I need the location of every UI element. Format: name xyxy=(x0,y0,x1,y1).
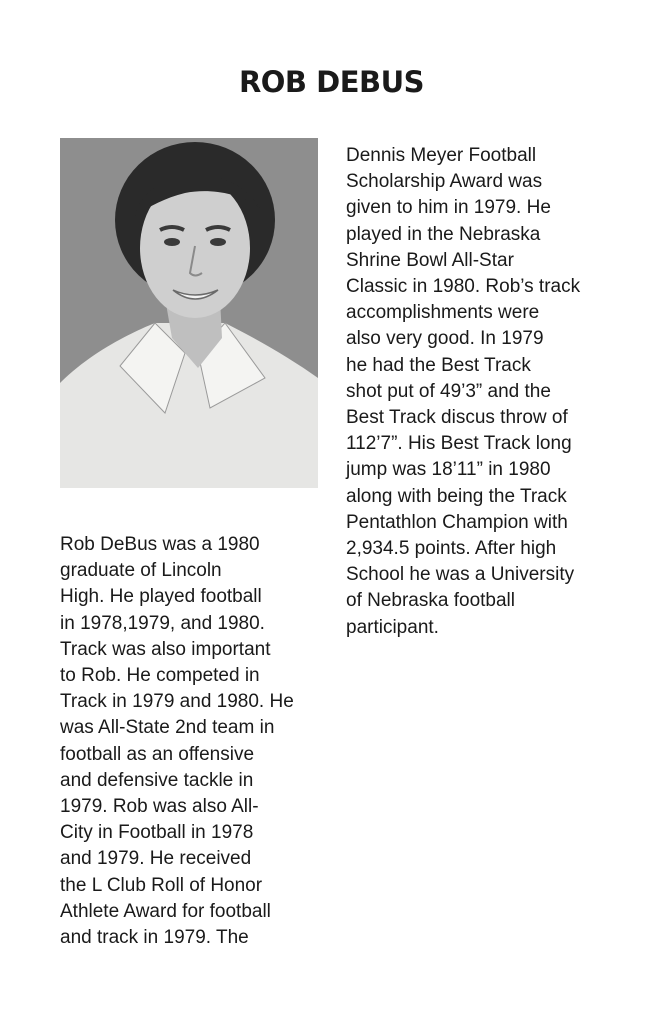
portrait-photo xyxy=(60,138,318,488)
eye-left xyxy=(164,238,180,246)
eye-right xyxy=(210,238,226,246)
biography-right-column: Dennis Meyer Football Scholarship Award was given to him in 1979. He played in the Nebraska Shrine Bowl All-Star Classic in 1980. Rob’s track accomplishments were also very good. In 1979 he had the Best Track shot put of 49’3” and the Best Track discus throw of 112’7”. His Best Track long jump was 18’11” in 1980 along with being the Track Pentathlon Champion with 2,934.5 points. After high School he was a University of Nebraska football participant. xyxy=(346,145,581,638)
page-title: ROB DEBUS xyxy=(238,65,425,99)
biography-left-column: Rob DeBus was a 1980 graduate of Lincoln High. He played football in 1978,1979, and 1980. Track was also important to Rob. He competed in Track in 1979 and 1980. He was All-State 2nd team in football as an offensive and defensive tackle in 1979. Rob was also All- City in Football in 1978 and 1979. He received the L Club Roll of Honor Athlete Award for football and track in 1979. The xyxy=(60,534,294,949)
portrait-illustration xyxy=(60,138,318,488)
